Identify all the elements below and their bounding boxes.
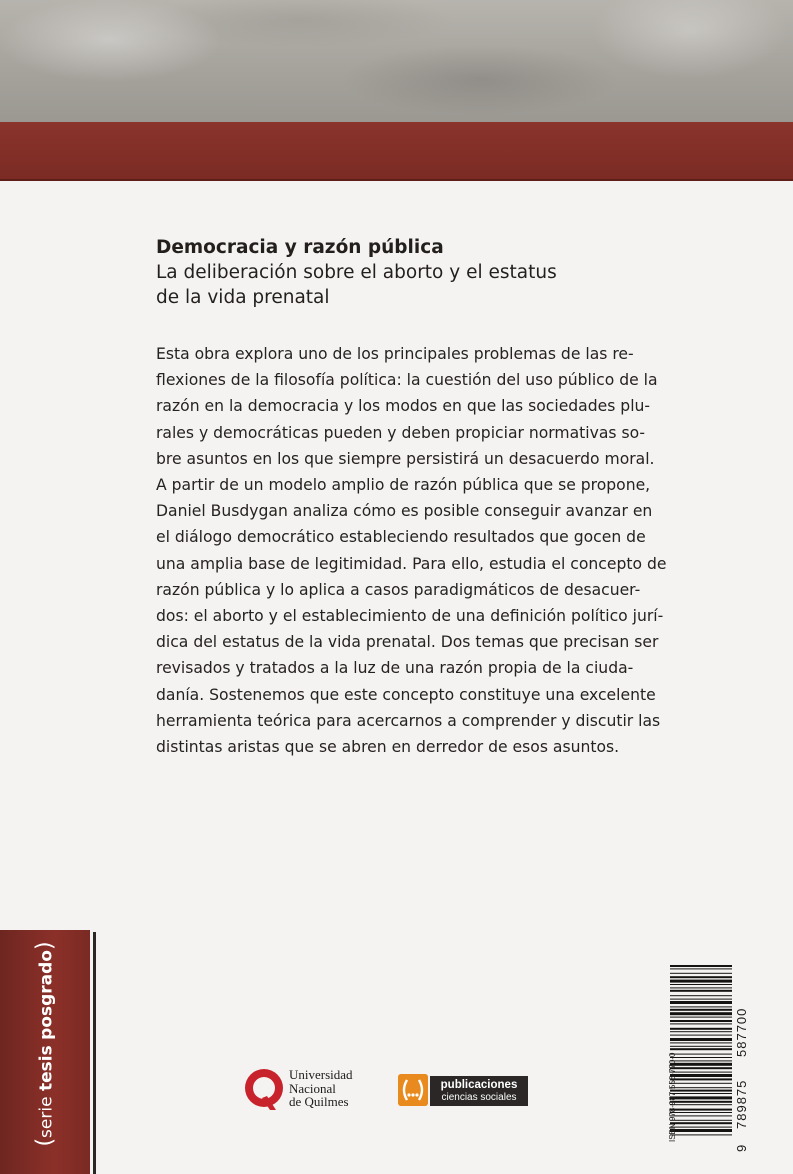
barcode-bar — [670, 965, 732, 967]
barcode-bar — [670, 1074, 732, 1077]
barcode-bar — [670, 1048, 732, 1050]
series-word-serie: serie — [36, 1096, 57, 1138]
barcode-bar — [670, 1046, 732, 1047]
barcode-bar — [670, 999, 732, 1000]
barcode-bar — [670, 1009, 732, 1011]
stone-texture-header — [0, 0, 793, 122]
barcode-bar — [670, 1006, 732, 1007]
barcode-bar — [670, 1017, 732, 1018]
subtitle-line: de la vida prenatal — [156, 287, 330, 308]
imprint-subtitle: ciencias sociales — [441, 1092, 517, 1103]
barcode-bar — [670, 1096, 732, 1099]
barcode-bar — [670, 1031, 732, 1032]
barcode-bar — [670, 1127, 732, 1128]
barcode-bar — [670, 987, 732, 988]
blurb-line: Daniel Busdygan analiza cómo es posible conseguir avanzar en — [156, 502, 653, 521]
blurb-line: razón en la democracia y los modos en que las sociedades plu- — [156, 397, 651, 416]
barcode-bar — [670, 1101, 732, 1103]
unq-logo-icon — [243, 1066, 287, 1114]
maroon-band — [0, 122, 793, 179]
barcode-bar — [670, 990, 732, 992]
title-block — [156, 236, 636, 310]
barcode-bar — [670, 1057, 732, 1058]
blurb-line: dica del estatus de la vida prenatal. Dos temas que precisan ser — [156, 633, 659, 652]
university-name-line: de Quilmes — [289, 1094, 349, 1109]
barcode-bar — [670, 1134, 732, 1135]
barcode-bar — [670, 968, 732, 969]
ean-lead-digit: 9 — [734, 1143, 749, 1152]
barcode-bar — [670, 1129, 732, 1132]
series-close-paren: ) — [32, 941, 58, 951]
barcode-bar — [670, 1072, 732, 1073]
book-subtitle — [156, 260, 636, 310]
barcode-bar — [670, 1020, 732, 1022]
publicaciones-box — [430, 1076, 528, 1106]
series-label — [32, 941, 58, 1147]
isbn-number: ISBN 978-987-558-770-0 — [668, 1052, 677, 1142]
barcode-bar — [670, 1054, 732, 1055]
barcode-bar — [670, 1104, 732, 1105]
publicaciones-logo-icon — [398, 1074, 428, 1106]
university-name — [289, 1068, 353, 1109]
barcode-bar — [670, 1038, 732, 1041]
imprint-title: publicaciones — [440, 1079, 518, 1091]
barcode-bar — [670, 1112, 732, 1113]
book-title: Democracia y razón pública — [156, 237, 444, 258]
blurb-line: danía. Sostenemos que este concepto constituye una excelente — [156, 685, 656, 704]
barcode-bar — [670, 1001, 732, 1004]
series-word-tesis: tesis — [36, 1045, 57, 1092]
series-open-paren: ( — [32, 1137, 58, 1147]
subtitle-line: La deliberación sobre el aborto y el estatus — [156, 262, 557, 283]
barcode-bar — [670, 1012, 732, 1015]
university-name-line: Universidad — [289, 1067, 353, 1082]
blurb-line: Esta obra explora uno de los principales problemas de las re- — [156, 345, 634, 363]
blurb-line: herramienta teórica para acercarnos a comprender y discutir las — [156, 711, 661, 730]
series-rule — [93, 932, 96, 1174]
barcode-bar — [670, 1063, 732, 1066]
isbn-label — [668, 1052, 680, 1142]
blurb-line: A partir de un modelo amplio de razón pública que se propone, — [156, 476, 651, 495]
blurb-line: distintas aristas que se abren en derredor de esos asuntos. — [156, 738, 620, 757]
blurb-line: dos: el aborto y el establecimiento de una definición político jurí- — [156, 607, 664, 626]
series-word-posgrado: posgrado — [36, 950, 57, 1040]
blurb-line: el diálogo democrático estableciendo resultados que gocen de — [156, 528, 646, 547]
barcode-bar — [670, 1023, 732, 1024]
ean-group-right: 587700 — [734, 1007, 749, 1057]
barcode-bar — [670, 1028, 732, 1030]
blurb-line: razón pública y lo aplica a casos paradigmáticos de desacuer- — [156, 580, 641, 599]
blurb-line: bre asuntos en los que siempre persistirá un desacuerdo moral. — [156, 449, 655, 468]
barcode-bar — [670, 1067, 732, 1069]
barcode-bar — [670, 1120, 732, 1121]
barcode-bar — [670, 1115, 732, 1116]
barcode-bar — [670, 1109, 732, 1111]
barcode-bar — [670, 973, 732, 974]
blurb-line: revisados y tratados a la luz de una razón propia de la ciuda- — [156, 659, 634, 678]
barcode-bar — [670, 976, 732, 978]
barcode-bar — [670, 1035, 732, 1036]
barcode-bar — [670, 1122, 732, 1124]
barcode-bar — [670, 1093, 732, 1094]
barcode-bar — [670, 980, 732, 983]
barcode-bar — [670, 1060, 732, 1061]
blurb-line: una amplia base de legitimidad. Para ello, estudia el concepto de — [156, 554, 667, 573]
barcode-bar — [670, 1042, 732, 1043]
blurb-line: rales y democráticas pueden y deben propiciar normativas so- — [156, 423, 646, 442]
band-divider — [0, 179, 793, 181]
barcode-bar — [670, 984, 732, 985]
ean-group-left: 789875 — [734, 1079, 749, 1129]
blurb-line: flexiones de la filosofía política: la cuestión del uso público de la — [156, 371, 658, 390]
barcode-bar — [670, 995, 732, 996]
university-name-line: Nacional — [289, 1080, 336, 1096]
back-cover-blurb — [156, 341, 667, 760]
